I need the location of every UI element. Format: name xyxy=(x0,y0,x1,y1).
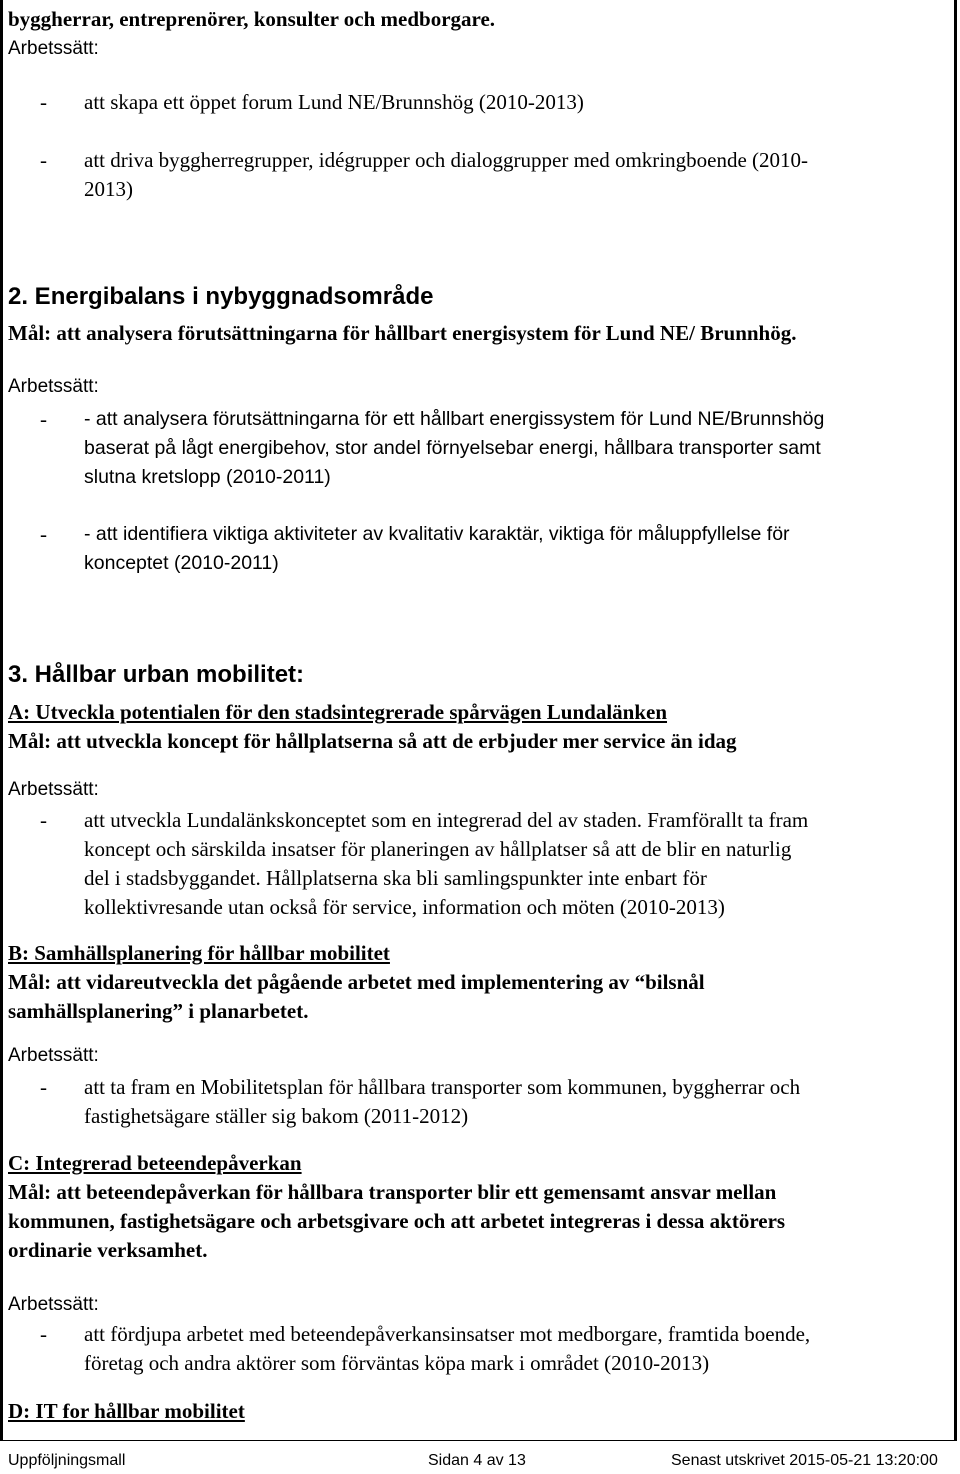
list-item: slutna kretslopp (2010-2011) xyxy=(84,466,331,488)
list-item: att skapa ett öppet forum Lund NE/Brunnshög (2010-2013) xyxy=(84,90,584,114)
goal-text: Mål: att analysera förutsättningarna för hållbart energisystem för Lund NE/ Brunnhög. xyxy=(8,321,797,345)
list-item: koncept och särskilda insatser för planeringen av hållplatser så att de blir en naturlig xyxy=(84,837,792,861)
list-item: baserat på lågt energibehov, stor andel förnyelsebar energi, hållbara transporter samt xyxy=(84,437,821,459)
list-item: företag och andra aktörer som förväntas köpa mark i området (2010-2013) xyxy=(84,1351,710,1375)
list-item: del i stadsbyggandet. Hållplatserna ska bli samlingspunkter inte enbart för xyxy=(84,866,707,890)
list-item: att fördjupa arbetet med beteendepåverkansinsatser mot medborgare, framtida boende, xyxy=(84,1322,811,1346)
list-item: - att identifiera viktiga aktiviteter av kvalitativ karaktär, viktiga för måluppfyllelse för xyxy=(84,523,790,545)
page-border-right xyxy=(954,0,957,1440)
list-bullet: - xyxy=(40,90,47,114)
footer-left: Uppföljningsmall xyxy=(8,1452,126,1469)
goal-text: kommunen, fastighetsägare och arbetsgivare och att arbetet integreras i dessa aktörers xyxy=(8,1209,786,1233)
method-label: Arbetssätt: xyxy=(8,1294,99,1315)
method-label: Arbetssätt: xyxy=(8,1045,99,1066)
section-heading: 3. Hållbar urban mobilitet: xyxy=(8,661,305,688)
list-bullet: - xyxy=(40,1322,47,1346)
footer-print-date: Senast utskrivet 2015-05-21 13:20:00 xyxy=(671,1452,938,1469)
method-label: Arbetssätt: xyxy=(8,376,99,397)
method-label: Arbetssätt: xyxy=(8,38,99,59)
list-item: att driva byggherregrupper, idégrupper och dialoggrupper med omkringboende (2010- xyxy=(84,148,809,172)
list-item: att ta fram en Mobilitetsplan för hållbara transporter som kommunen, byggherrar och xyxy=(84,1075,801,1099)
footer-rule xyxy=(0,1440,957,1441)
goal-text: ordinarie verksamhet. xyxy=(8,1238,208,1262)
list-item: att utveckla Lundalänkskonceptet som en integrerad del av staden. Framförallt ta fram xyxy=(84,808,809,832)
list-bullet: - xyxy=(40,407,47,431)
list-item: kollektivresande utan också för service, information och möten (2010-2013) xyxy=(84,895,725,919)
list-bullet: - xyxy=(40,148,47,172)
intro-text: byggherrar, entreprenörer, konsulter och medborgare. xyxy=(8,7,496,31)
list-bullet: - xyxy=(40,1075,47,1099)
subsection-title: A: Utveckla potentialen för den stadsintegrerade spårvägen Lundalänken xyxy=(8,700,668,724)
subsection-title: B: Samhällsplanering för hållbar mobilitet xyxy=(8,941,390,965)
list-item: fastighetsägare ställer sig bakom (2011-2012) xyxy=(84,1104,469,1128)
goal-text: samhällsplanering” i planarbetet. xyxy=(8,999,309,1023)
section-heading: 2. Energibalans i nybyggnadsområde xyxy=(8,283,434,310)
footer-page-number: Sidan 4 av 13 xyxy=(428,1452,526,1469)
list-bullet: - xyxy=(40,522,47,546)
subsection-title: C: Integrerad beteendepåverkan xyxy=(8,1151,302,1175)
method-label: Arbetssätt: xyxy=(8,779,99,800)
page-border-left xyxy=(0,0,3,1440)
goal-text: Mål: att beteendepåverkan för hållbara transporter blir ett gemensamt ansvar mellan xyxy=(8,1180,777,1204)
goal-text: Mål: att utveckla koncept för hållplatserna så att de erbjuder mer service än idag xyxy=(8,729,737,753)
list-item: - att analysera förutsättningarna för ett hållbart energissystem för Lund NE/Brunnshög xyxy=(84,408,825,430)
list-item: 2013) xyxy=(84,177,133,201)
goal-text: Mål: att vidareutveckla det pågående arbetet med implementering av “bilsnål xyxy=(8,970,705,994)
list-bullet: - xyxy=(40,808,47,832)
subsection-title: D: IT for hållbar mobilitet xyxy=(8,1399,245,1423)
list-item: konceptet (2010-2011) xyxy=(84,552,279,574)
